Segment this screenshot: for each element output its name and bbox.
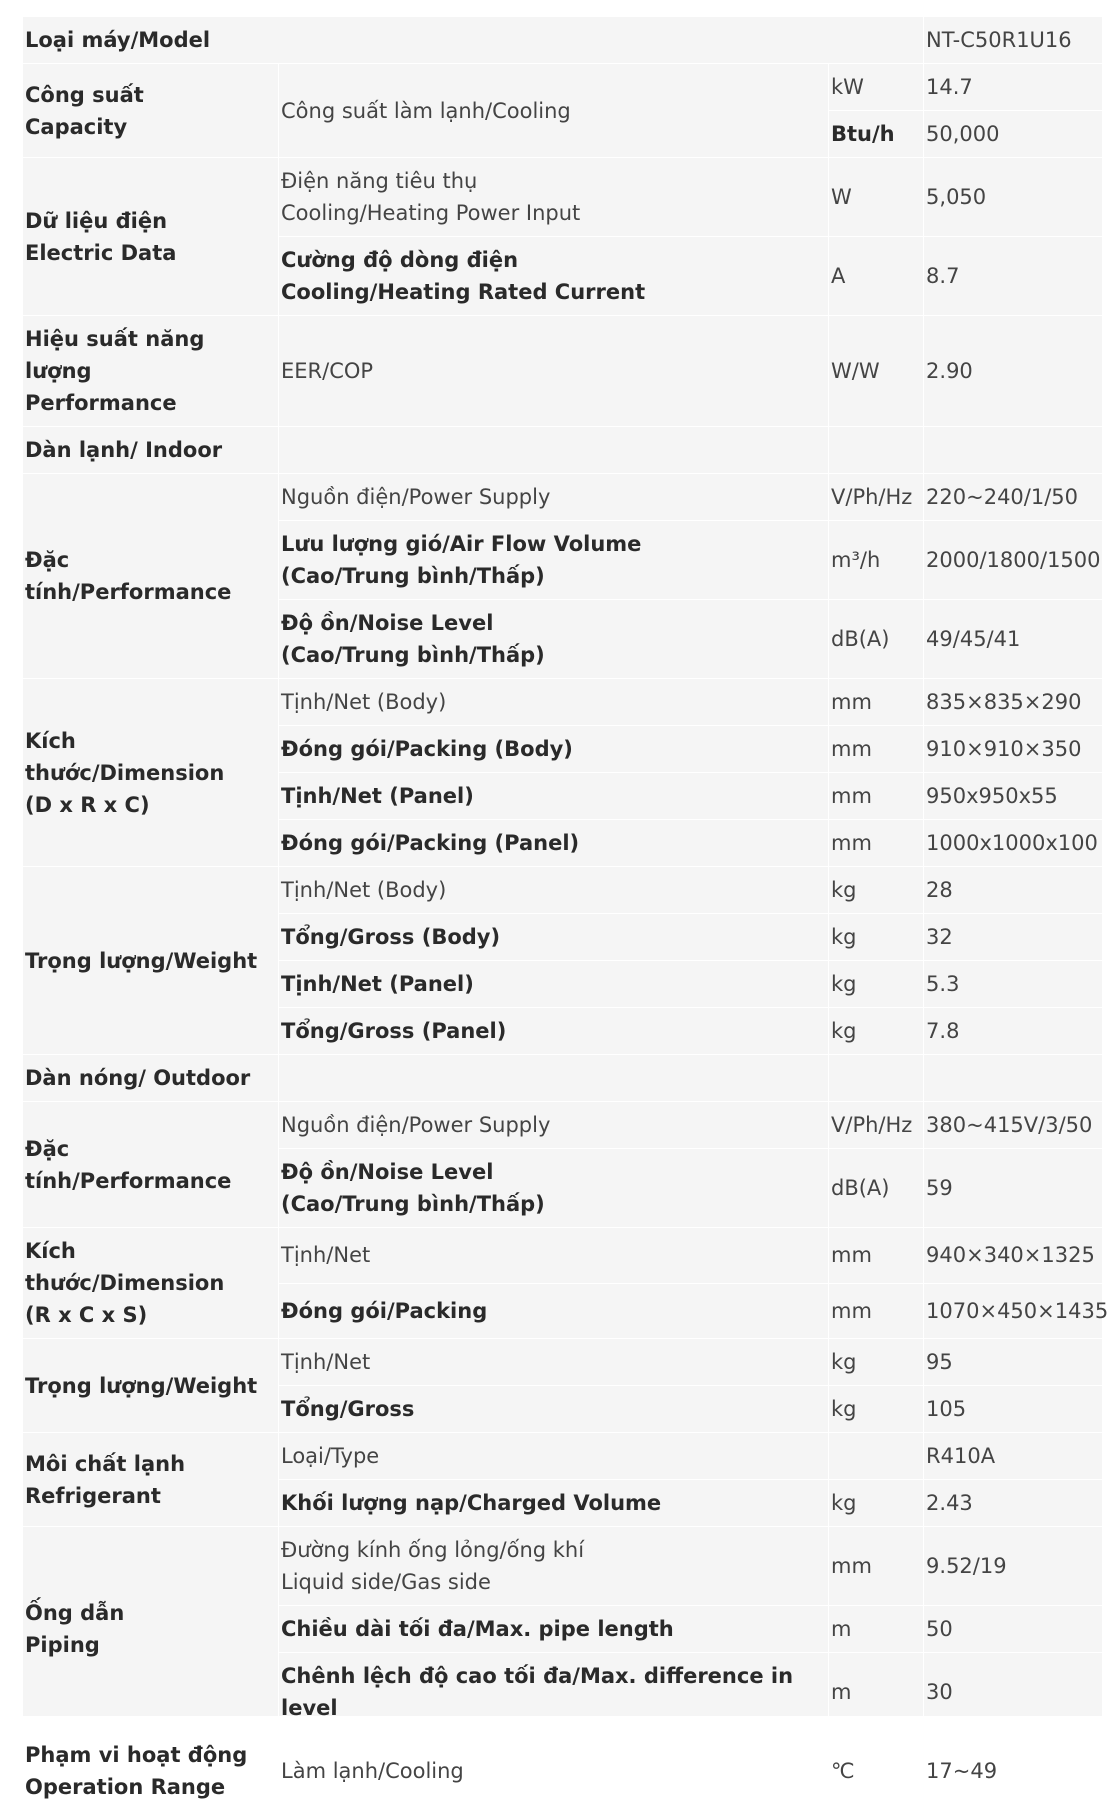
model-label: Loại máy/Model (23, 17, 924, 64)
value-cell: 950x950x55 (924, 773, 1103, 820)
empty-cell (279, 427, 829, 474)
empty-cell (829, 427, 924, 474)
item-cell: Chênh lệch độ cao tối đa/Max. difference in level (279, 1653, 829, 1732)
table-row (23, 316, 1103, 427)
value-cell: 49/45/41 (924, 600, 1103, 679)
value-cell: R410A (924, 1433, 1103, 1480)
value-cell: 5.3 (924, 961, 1103, 1008)
item-cell: Chiều dài tối đa/Max. pipe length (279, 1606, 829, 1653)
unit-cell: m³/h (829, 521, 924, 600)
value-cell: 14.7 (924, 64, 1103, 111)
item-cell: Tịnh/Net (Panel) (279, 961, 829, 1008)
item-cell: Làm lạnh/Cooling (279, 1732, 829, 1811)
value-cell: 5,050 (924, 158, 1103, 237)
table-row (23, 1339, 1103, 1386)
value-cell: 50,000 (924, 111, 1103, 158)
item-cell: Tổng/Gross (Body) (279, 914, 829, 961)
unit-cell: V/Ph/Hz (829, 474, 924, 521)
value-cell: 50 (924, 1606, 1103, 1653)
unit-cell: mm (829, 679, 924, 726)
value-cell: 1000x1000x100 (924, 820, 1103, 867)
capacity-item: Công suất làm lạnh/Cooling (279, 64, 829, 158)
indoor-performance-group: Đặc tính/Performance (23, 474, 279, 679)
unit-cell (829, 1433, 924, 1480)
item-cell: Tổng/Gross (Panel) (279, 1008, 829, 1055)
item-cell: Đường kính ống lỏng/ống khí Liquid side/Gas side (279, 1527, 829, 1606)
table-row (23, 64, 1103, 111)
value-cell: 105 (924, 1386, 1103, 1433)
empty-cell (924, 1055, 1103, 1102)
piping-group: Ống dẫn Piping (23, 1527, 279, 1732)
outdoor-performance-group: Đặc tính/Performance (23, 1102, 279, 1228)
unit-cell: ℃ (829, 1732, 924, 1811)
item-cell: Tịnh/Net (Body) (279, 867, 829, 914)
value-cell: 95 (924, 1339, 1103, 1386)
value-cell: 2000/1800/1500 (924, 521, 1103, 600)
capacity-group: Công suất Capacity (23, 64, 279, 158)
item-cell: Lưu lượng gió/Air Flow Volume (Cao/Trung bình/Thấp) (279, 521, 829, 600)
outdoor-dimension-group: Kích thước/Dimension (R x C x S) (23, 1228, 279, 1339)
item-cell: Đóng gói/Packing (Panel) (279, 820, 829, 867)
spec-sheet (22, 16, 1109, 1799)
item-cell: Độ ồn/Noise Level (Cao/Trung bình/Thấp) (279, 600, 829, 679)
value-cell: 7.8 (924, 1008, 1103, 1055)
section-row (23, 1055, 1103, 1102)
unit-cell: A (829, 237, 924, 316)
value-cell: 380~415V/3/50 (924, 1102, 1103, 1149)
unit-cell: W (829, 158, 924, 237)
unit-cell: mm (829, 726, 924, 773)
section-outdoor: Dàn nóng/ Outdoor (23, 1055, 279, 1102)
item-cell: Loại/Type (279, 1433, 829, 1480)
item-cell: Tịnh/Net (279, 1228, 829, 1284)
value-cell: 30 (924, 1653, 1103, 1732)
empty-cell (829, 1055, 924, 1102)
electric-group: Dữ liệu điện Electric Data (23, 158, 279, 316)
refrigerant-group: Môi chất lạnh Refrigerant (23, 1433, 279, 1527)
unit-cell: m (829, 1653, 924, 1732)
unit-cell: dB(A) (829, 1149, 924, 1228)
value-cell: 32 (924, 914, 1103, 961)
unit-cell: mm (829, 820, 924, 867)
item-cell: Cường độ dòng điện Cooling/Heating Rated Current (279, 237, 829, 316)
value-cell: 940×340×1325 (924, 1228, 1103, 1284)
unit-cell: W/W (829, 316, 924, 427)
value-cell: 910×910×350 (924, 726, 1103, 773)
operation-group: Phạm vi hoạt động Operation Range (23, 1732, 279, 1811)
indoor-dimension-group: Kích thước/Dimension (D x R x C) (23, 679, 279, 867)
unit-cell: kg (829, 1008, 924, 1055)
unit-cell: kg (829, 914, 924, 961)
value-cell: 28 (924, 867, 1103, 914)
value-cell: 2.43 (924, 1480, 1103, 1527)
value-cell: 2.90 (924, 316, 1103, 427)
item-cell: EER/COP (279, 316, 829, 427)
spec-table (22, 16, 1109, 1811)
efficiency-group: Hiệu suất năng lượng Performance (23, 316, 279, 427)
section-row (23, 427, 1103, 474)
section-indoor: Dàn lạnh/ Indoor (23, 427, 279, 474)
value-cell: 59 (924, 1149, 1103, 1228)
table-row (23, 679, 1103, 726)
item-cell: Nguồn điện/Power Supply (279, 474, 829, 521)
unit-cell: mm (829, 1283, 924, 1339)
value-cell: 835×835×290 (924, 679, 1103, 726)
unit-cell: V/Ph/Hz (829, 1102, 924, 1149)
unit-cell: kg (829, 961, 924, 1008)
item-cell: Tịnh/Net (279, 1339, 829, 1386)
table-row (23, 474, 1103, 521)
unit-cell: kg (829, 867, 924, 914)
unit-cell: m (829, 1606, 924, 1653)
empty-cell (279, 1055, 829, 1102)
outdoor-weight-group: Trọng lượng/Weight (23, 1339, 279, 1433)
value-cell: 1070×450×1435 (924, 1283, 1103, 1339)
unit-cell: kg (829, 1339, 924, 1386)
item-cell: Điện năng tiêu thụ Cooling/Heating Power Input (279, 158, 829, 237)
unit-cell: mm (829, 1228, 924, 1284)
empty-cell (924, 427, 1103, 474)
item-cell: Đóng gói/Packing (279, 1283, 829, 1339)
unit-cell: kW (829, 64, 924, 111)
unit-cell: mm (829, 773, 924, 820)
table-row (23, 1102, 1103, 1149)
unit-cell: Btu/h (829, 111, 924, 158)
table-row (23, 1433, 1103, 1480)
table-row (23, 867, 1103, 914)
item-cell: Độ ồn/Noise Level (Cao/Trung bình/Thấp) (279, 1149, 829, 1228)
value-cell: 220~240/1/50 (924, 474, 1103, 521)
table-row (23, 158, 1103, 237)
table-row (23, 1732, 1103, 1811)
table-row (23, 1228, 1103, 1284)
item-cell: Tổng/Gross (279, 1386, 829, 1433)
unit-cell: dB(A) (829, 600, 924, 679)
item-cell: Đóng gói/Packing (Body) (279, 726, 829, 773)
item-cell: Nguồn điện/Power Supply (279, 1102, 829, 1149)
model-value: NT-C50R1U16 (924, 17, 1103, 64)
item-cell: Tịnh/Net (Body) (279, 679, 829, 726)
unit-cell: kg (829, 1386, 924, 1433)
item-cell: Khối lượng nạp/Charged Volume (279, 1480, 829, 1527)
table-row (23, 17, 1103, 64)
value-cell: 9.52/19 (924, 1527, 1103, 1606)
table-row (23, 1527, 1103, 1606)
value-cell: 8.7 (924, 237, 1103, 316)
unit-cell: mm (829, 1527, 924, 1606)
item-cell: Tịnh/Net (Panel) (279, 773, 829, 820)
indoor-weight-group: Trọng lượng/Weight (23, 867, 279, 1055)
unit-cell: kg (829, 1480, 924, 1527)
value-cell: 17~49 (924, 1732, 1103, 1811)
